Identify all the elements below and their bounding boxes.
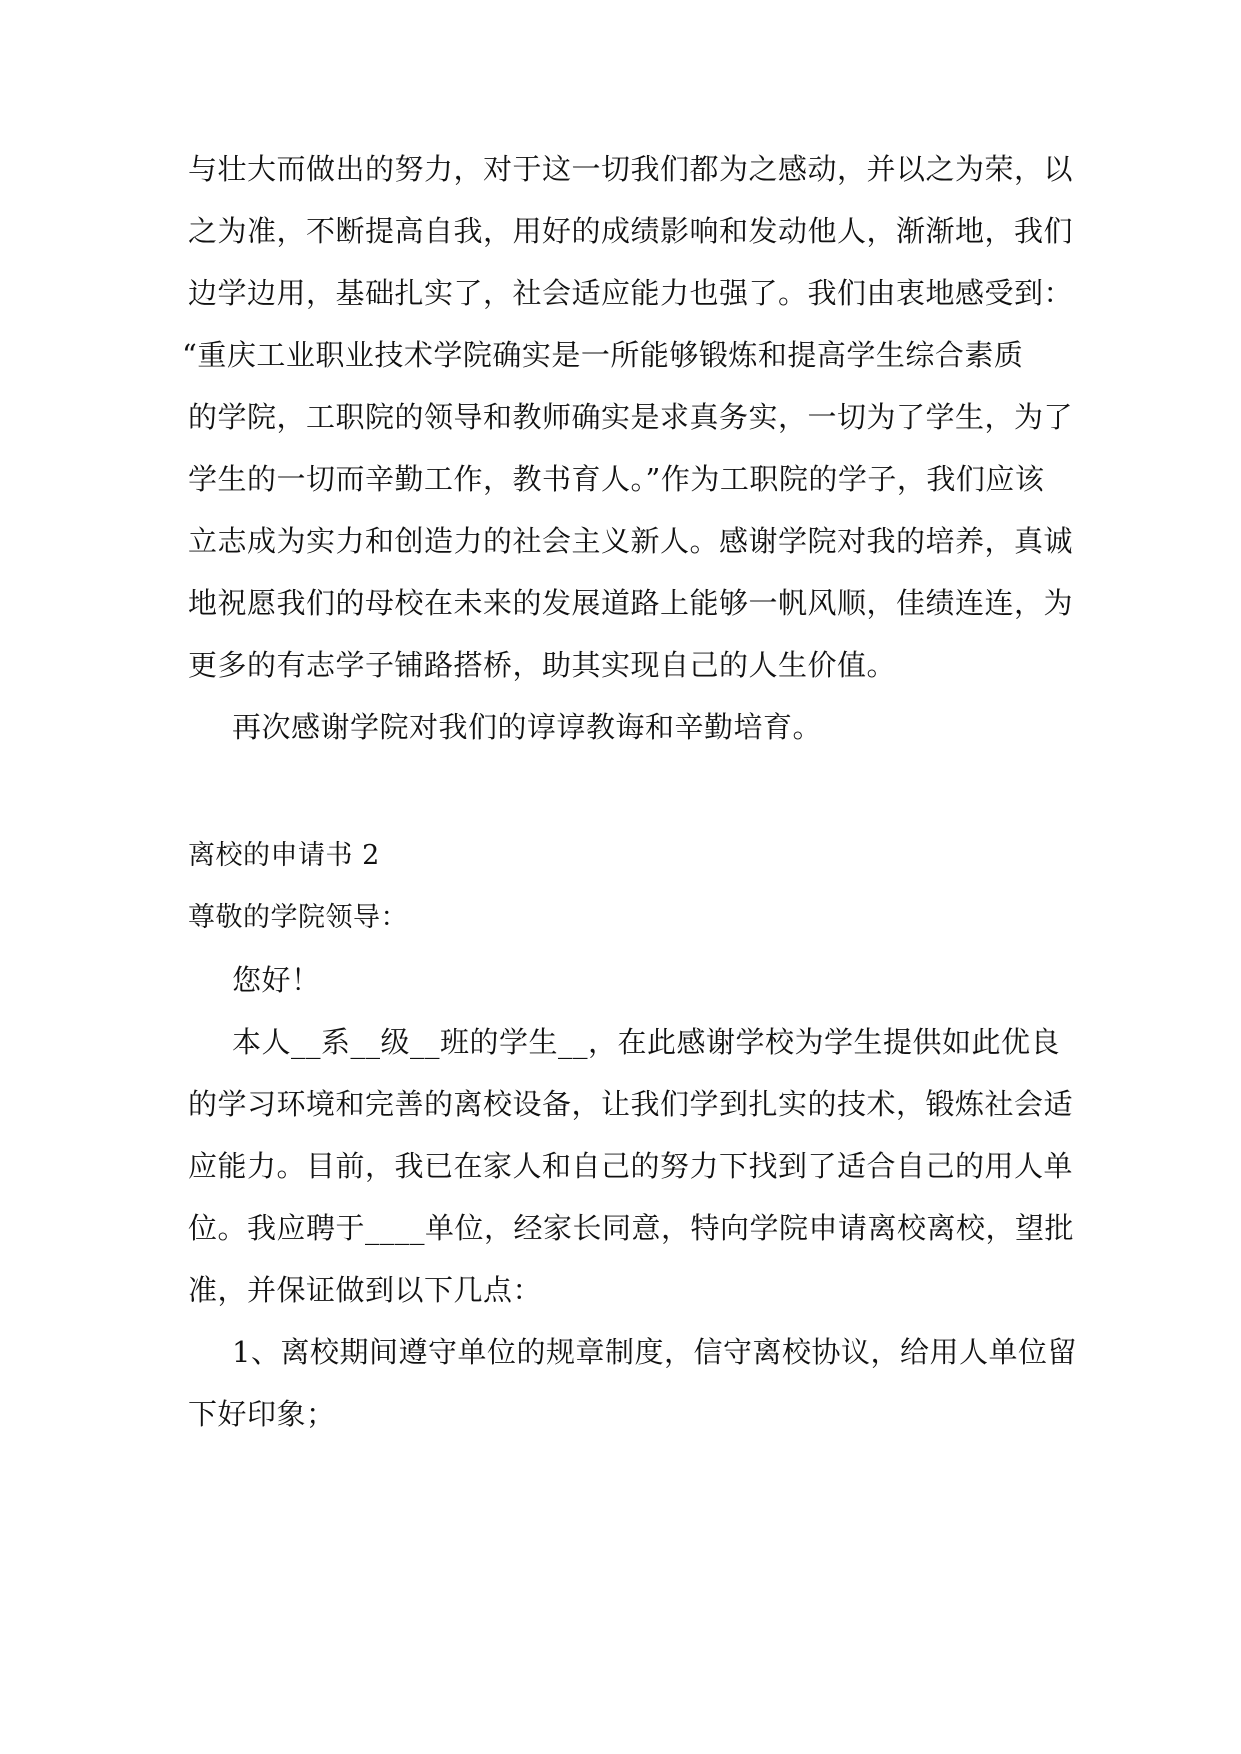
section1-paragraph [182, 138, 1074, 758]
text-line: 与壮大而做出的努力，对于这一切我们都为之感动，并以之为荣，以 [188, 152, 1074, 186]
text-line: 本人__系__级__班的学生__，在此感谢学校为学生提供如此优良 [232, 1025, 1061, 1059]
section2-block [188, 825, 1077, 1445]
list-item-line: 1、离校期间遵守单位的规章制度，信守离校协议，给用人单位留 [232, 1335, 1077, 1369]
text-line: 学生的一切而辛勤工作，教书育人。”作为工职院的学子，我们应该 [188, 462, 1045, 496]
text-line: 地祝愿我们的母校在未来的发展道路上能够一帆风顺，佳绩连连，为 [188, 586, 1074, 620]
text-line: 准，并保证做到以下几点： [188, 1273, 543, 1307]
text-line: 更多的有志学子铺路搭桥，助其实现自己的人生价值。 [188, 648, 897, 682]
salutation: 尊敬的学院领导： [188, 902, 408, 933]
text-line: 之为准，不断提高自我，用好的成绩影响和发动他人，渐渐地，我们 [188, 214, 1074, 248]
section-title: 离校的申请书 2 [188, 840, 380, 871]
text-line: 的学院，工职院的领导和教师确实是求真务实，一切为了学生，为了 [188, 400, 1074, 434]
text-line: 应能力。目前，我已在家人和自己的努力下找到了适合自己的用人单 [188, 1149, 1074, 1183]
text-line: 的学习环境和完善的离校设备，让我们学到扎实的技术，锻炼社会适 [188, 1087, 1074, 1121]
text-line: “重庆工业职业技术学院确实是一所能够锻炼和提高学生综合素质 [182, 338, 1024, 372]
text-line: 位。我应聘于____单位，经家长同意，特向学院申请离校离校，望批 [188, 1211, 1075, 1245]
greeting: 您好！ [232, 963, 321, 997]
text-line: 立志成为实力和创造力的社会主义新人。感谢学院对我的培养，真诚 [188, 524, 1074, 558]
list-item-line: 下好印象； [188, 1397, 336, 1431]
closing-line: 再次感谢学院对我们的谆谆教诲和辛勤培育。 [232, 710, 823, 744]
text-line: 边学边用，基础扎实了，社会适应能力也强了。我们由衷地感受到： [188, 276, 1074, 310]
